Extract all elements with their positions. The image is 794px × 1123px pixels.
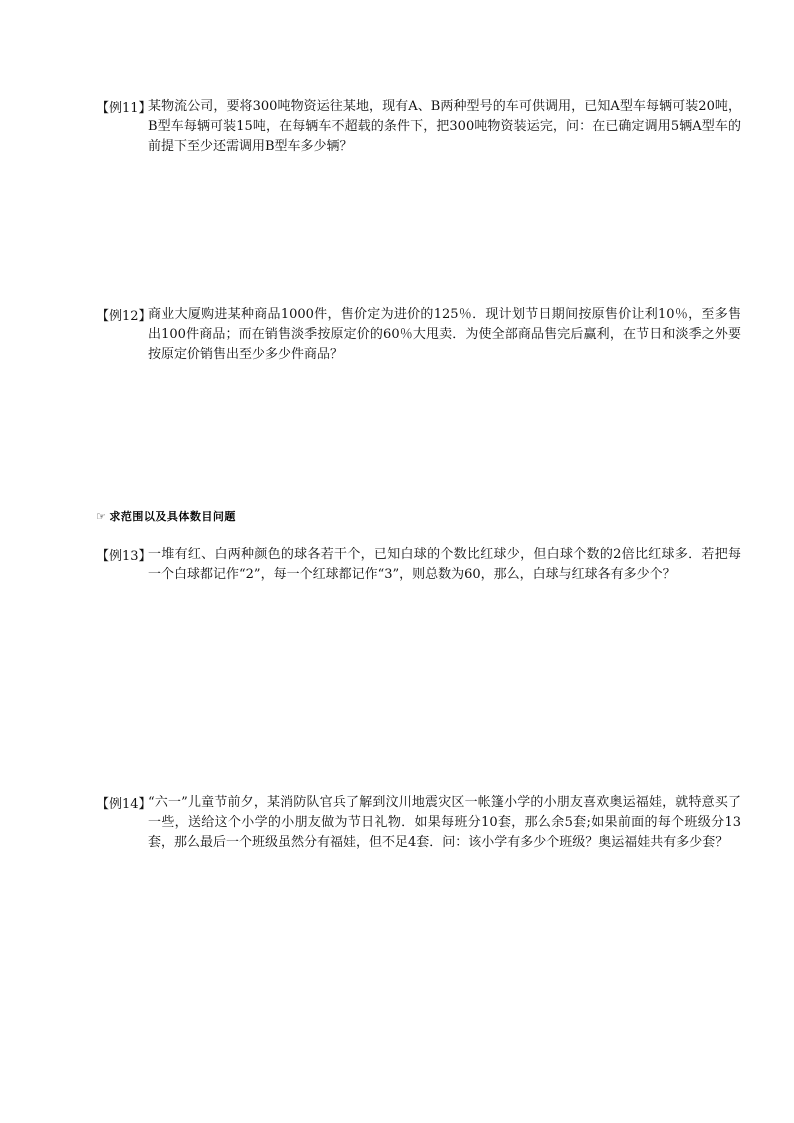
problem-tag: 【例11】: [96, 101, 152, 116]
section-heading: [96, 508, 236, 524]
problem-12: [96, 305, 741, 365]
problem-13: [96, 545, 741, 585]
problem-tag: 【例14】: [96, 797, 152, 812]
pointing-hand-icon: ☞: [96, 510, 107, 523]
problem-tag: 【例13】: [96, 549, 152, 564]
problem-14: [96, 793, 741, 853]
problem-tag: 【例12】: [96, 309, 152, 324]
problem-text: “六一”儿童节前夕，某消防队官兵了解到汶川地震灾区一帐篷小学的小朋友喜欢奥运福娃，就特意买了一些，送给这个小学的小朋友做为节日礼物．如果每班分10套，那么余5套;如果前面的每个班级分13套，那么最后一个班级虽然分有福娃，但不足4套．问：该小学有多少个班级？奥运福娃共有多少套？: [148, 795, 741, 850]
section-heading-text: 求范围以及具体数目问题: [109, 510, 236, 523]
problem-text: 某物流公司，要将300吨物资运往某地，现有A、B两种型号的车可供调用，已知A型车每辆可装20吨，B型车每辆可装15吨，在每辆车不超载的条件下，把300吨物资装运完，问：在已确定调用5辆A型车的前提下至少还需调用B型车多少辆？: [148, 99, 741, 154]
problem-text: 商业大厦购进某种商品1000件，售价定为进价的125％．现计划节日期间按原售价让利10％，至多售出100件商品；而在销售淡季按原定价的60％大甩卖．为使全部商品售完后赢利，在节日和淡季之外要按原定价销售出至少多少件商品？: [148, 307, 741, 362]
problem-11: [96, 97, 741, 157]
problem-text: 一堆有红、白两种颜色的球各若干个，已知白球的个数比红球少，但白球个数的2倍比红球多．若把每一个白球都记作“2”，每一个红球都记作“3”，则总数为60，那么，白球与红球各有多少个？: [148, 547, 741, 582]
